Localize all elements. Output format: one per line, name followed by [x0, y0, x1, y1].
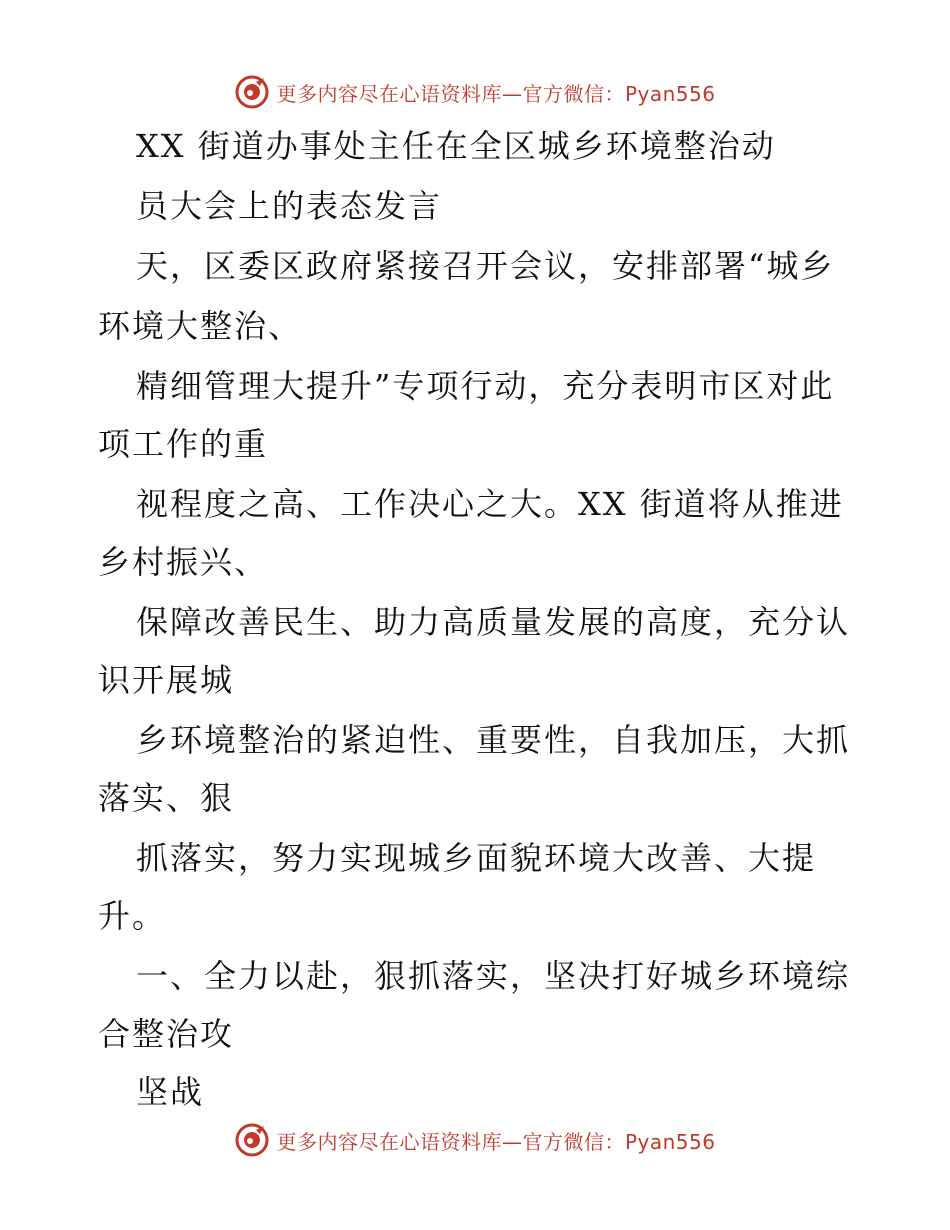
doc-line: 抓落实，努力实现城乡面貌环境大改善、大提	[136, 839, 817, 877]
doc-line: 视程度之高、工作决心之大。XX 街道将从推进	[136, 485, 844, 523]
doc-title-line-1: XX 街道办事处主任在全区城乡环境整治动	[136, 127, 776, 165]
doc-line: 保障改善民生、助力高质量发展的高度，充分认	[136, 603, 851, 641]
doc-line: 乡环境整治的紧迫性、重要性，自我加压，大抓	[136, 721, 851, 759]
logo-icon	[234, 74, 270, 110]
section-heading-line: 合整治攻	[98, 1015, 235, 1053]
doc-line: 乡村振兴、	[98, 543, 269, 581]
doc-line: 落实、狠	[98, 779, 235, 817]
doc-title-line-2: 员大会上的表态发言	[136, 187, 443, 225]
doc-line: 项工作的重	[98, 425, 269, 463]
logo-icon	[234, 1122, 270, 1158]
footer-banner-text: 更多内容尽在心语资料库—官方微信：Pyan556	[276, 1129, 716, 1154]
doc-line: 精细管理大提升”专项行动，充分表明市区对此	[136, 367, 835, 405]
header-banner	[0, 70, 950, 114]
doc-line: 升。	[98, 897, 167, 935]
doc-line: 识开展城	[98, 661, 235, 699]
doc-line: 环境大整治、	[98, 307, 303, 345]
doc-line: 天，区委区政府紧接召开会议，安排部署“城乡	[136, 247, 835, 285]
section-heading-line: 坚战	[136, 1073, 205, 1111]
section-heading-line: 一、全力以赴，狠抓落实，坚决打好城乡环境综	[136, 957, 851, 995]
footer-banner	[0, 1118, 950, 1162]
header-banner-text: 更多内容尽在心语资料库—官方微信：Pyan556	[276, 81, 716, 106]
